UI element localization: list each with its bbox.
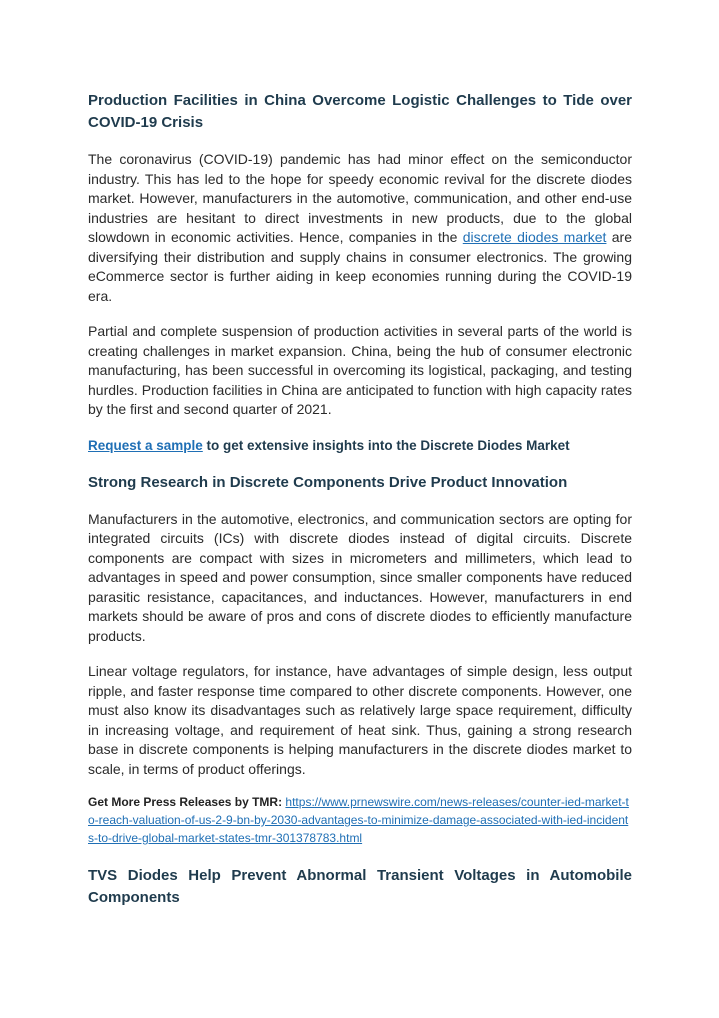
press-releases-block: [88, 793, 632, 847]
paragraph-text: are diversifying their distribution and supply chains in consumer electronics. The growing eCommerce sector is further aiding in keep economies running during the COVID-19 era.: [88, 229, 632, 304]
section-heading-strong-research: Strong Research in Discrete Components Drive Product Innovation: [88, 473, 568, 491]
press-release-url-link[interactable]: https://www.prnewswire.com/news-releases/counter-ied-market-to-reach-valuation-of-us-2-9-bn-by-2030-advantages-to-minimize-damage-associated-with-ied-incidents-to-drive-global-market-states-tmr-301378783.html: [88, 795, 629, 845]
paragraph-coronavirus-impact: [88, 150, 632, 306]
request-sample-link[interactable]: Request a sample: [88, 437, 203, 453]
request-sample-line: [88, 436, 632, 456]
discrete-diodes-market-link[interactable]: discrete diodes market: [462, 229, 607, 245]
paragraph-discrete-components: Manufacturers in the automotive, electronics, and communication sectors are opting for integrated circuits (ICs) with discrete diodes instead of digital circuits. Discrete components are compact with sizes in micrometers and millimeters, which lead to advantages in speed and power consumption, since smaller components have reduced parasitic resistance, capacitances, and inductances. However, manufacturers in end markets should be aware of pros and cons of discrete diodes to efficiently manufacture products.: [88, 510, 632, 644]
section-heading-production-facilities: Production Facilities in China Overcome Logistic Challenges to Tide over COVID-19 Crisis: [88, 92, 632, 131]
document-page: [88, 90, 632, 909]
paragraph-text: The coronavirus (COVID-19) pandemic has had minor effect on the semiconductor industry. This has led to the hope for speedy economic revival for the discrete diodes market. However, manufacturers in the automotive, communication, and other end-use industries are hesitant to direct investments in new products, due to the global slowdown in economic activities. Hence, companies in the: [88, 151, 632, 245]
press-releases-label: Get More Press Releases by TMR:: [88, 795, 283, 809]
section-heading-tvs-diodes: TVS Diodes Help Prevent Abnormal Transient Voltages in Automobile Components: [88, 867, 632, 906]
request-sample-text: to get extensive insights into the Discrete Diodes Market: [202, 437, 570, 453]
paragraph-production-suspension: Partial and complete suspension of production activities in several parts of the world is creating challenges in market expansion. China, being the hub of consumer electronic manufacturing, has been successful in overcoming its logistical, packaging, and testing hurdles. Production facilities in China are anticipated to function with high capacity rates by the first and second quarter of 2021.: [88, 323, 632, 417]
paragraph-linear-voltage-regulators: Linear voltage regulators, for instance, have advantages of simple design, less output ripple, and faster response time compared to other discrete components. However, one must also know its disadvantages such as relatively large space requirement, difficulty in increasing voltage, and requirement of heat sink. Thus, gaining a strong research base in discrete components is helping manufacturers in the discrete diodes market to scale, in terms of product offerings.: [88, 663, 632, 777]
